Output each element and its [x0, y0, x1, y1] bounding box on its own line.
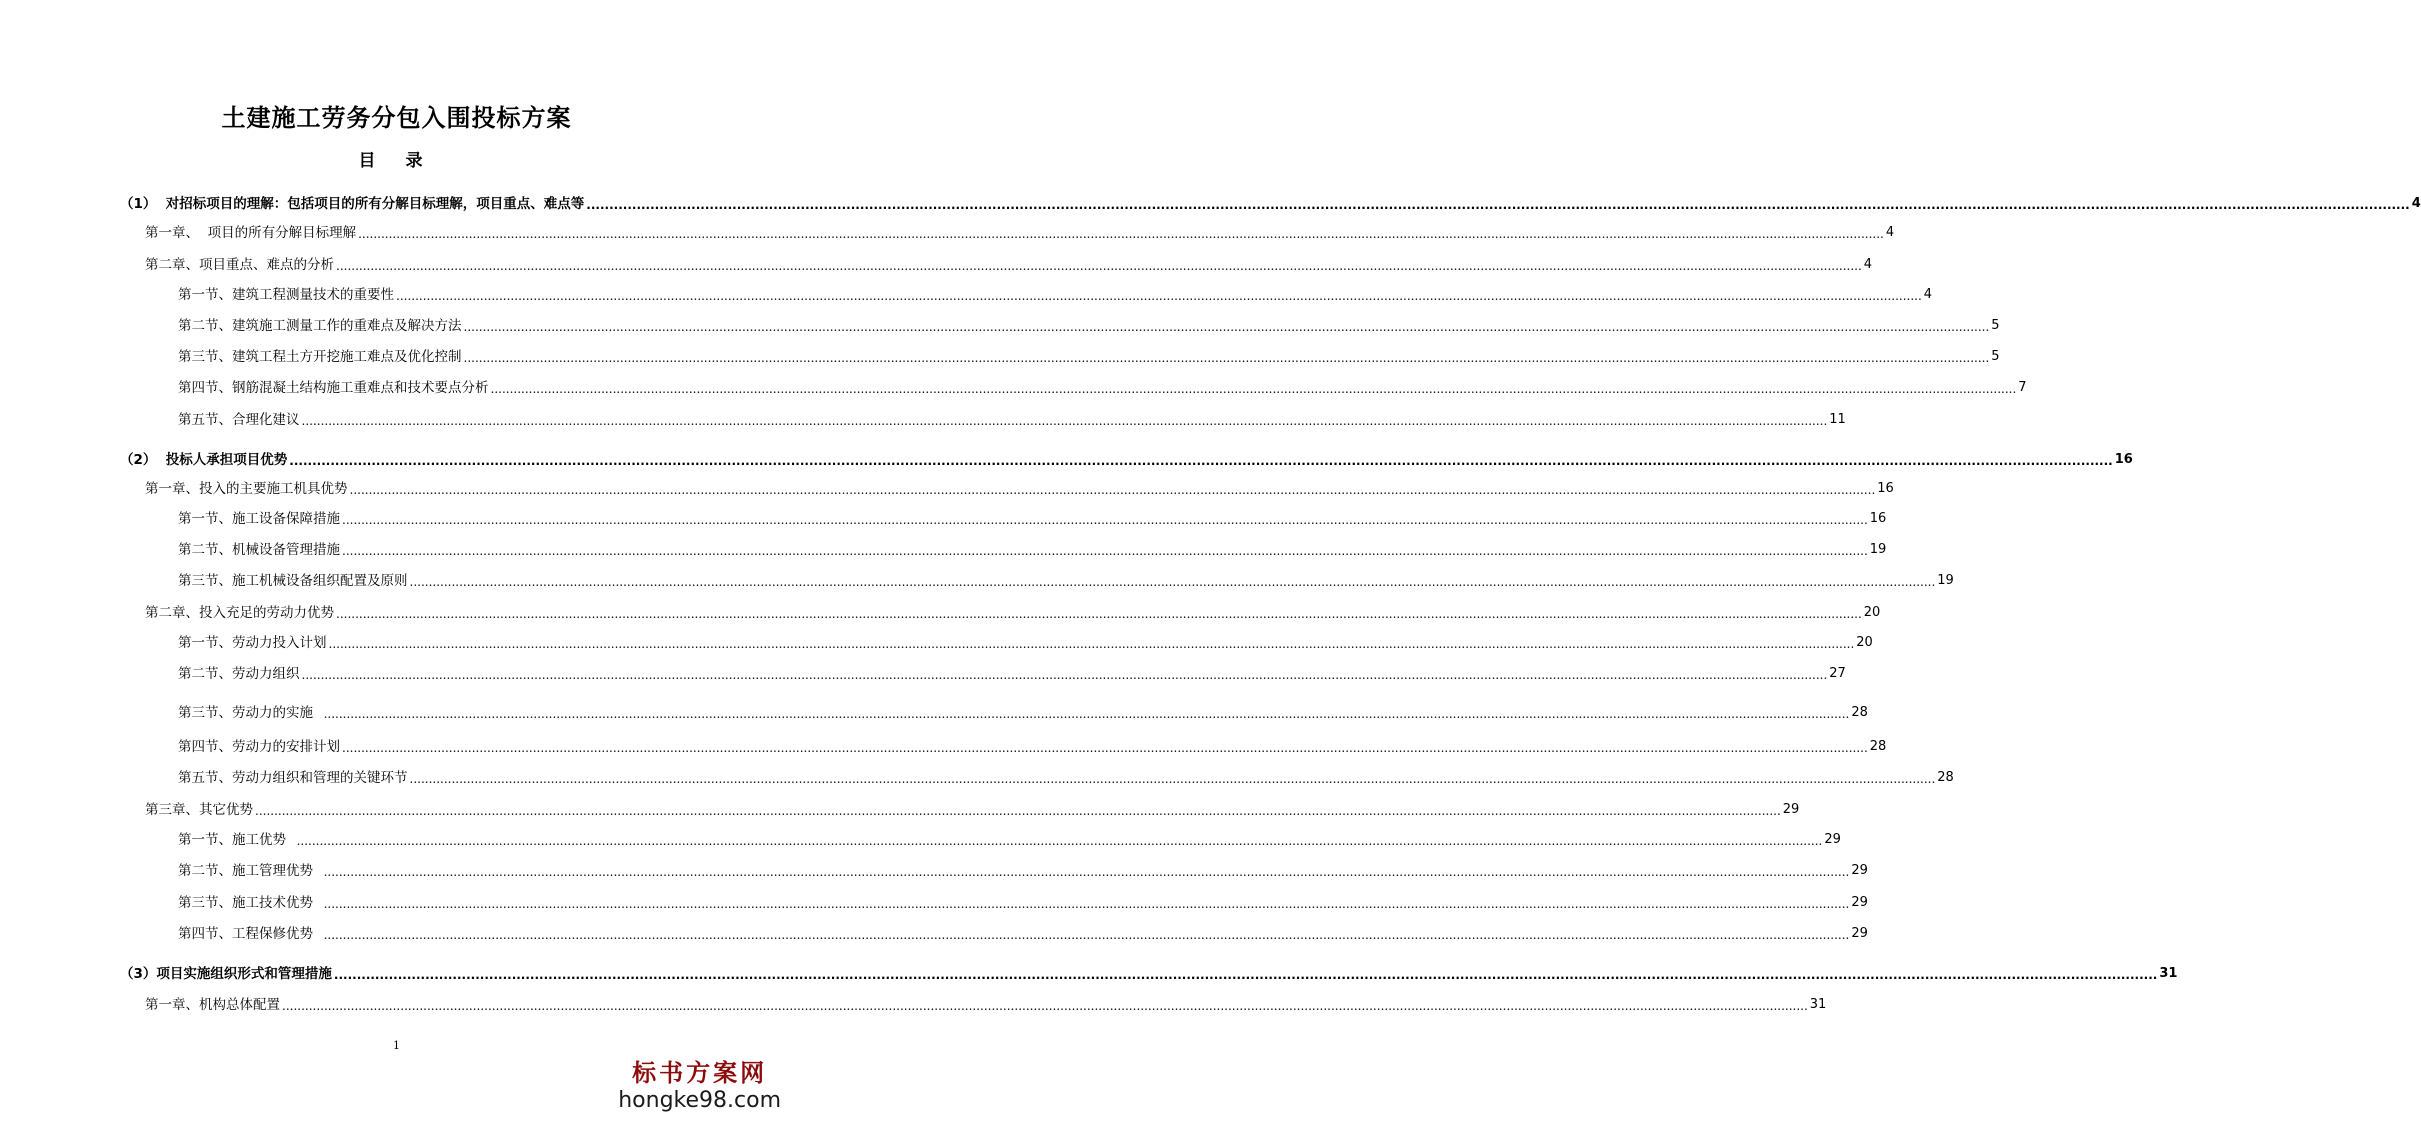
toc-entry[interactable]: [0, 410, 1846, 430]
toc-entry[interactable]: [0, 633, 1873, 653]
toc-dot-leader: ................................................................................................................................................................................................................................................................................................................................................................................................................: [323, 897, 1850, 911]
toc-entry-label: 第二节、建筑施工测量工作的重难点及解决方法: [178, 318, 462, 334]
toc-entry-page-number: 29: [1824, 832, 1841, 847]
toc-entry-label: 第一节、劳动力投入计划: [178, 635, 327, 651]
toc-dot-leader: ................................................................................................................................................................................................................................................................................................................................................................................................................: [296, 834, 1823, 848]
toc-entry-page-number: 31: [1809, 997, 1827, 1012]
toc-entry-label: 第一节、建筑工程测量技术的重要性: [178, 287, 394, 303]
toc-entry[interactable]: [0, 378, 2027, 398]
toc-entry-label: 第三节、建筑工程土方开挖施工难点及优化控制: [178, 349, 462, 365]
toc-entry-label: 第三节、劳动力的实施: [178, 705, 322, 721]
toc-entry-page-number: 31: [2159, 966, 2178, 981]
toc-entry-page-number: 29: [1782, 802, 1800, 817]
toc-dot-leader: ................................................................................................................................................................................................................................................................................................................................................................................................................: [463, 320, 1990, 334]
toc-dot-leader: ................................................................................................................................................................................................................................................................................................................................................................................................................: [333, 968, 2158, 982]
toc-entry[interactable]: [0, 830, 1841, 850]
toc-dot-leader: ................................................................................................................................................................................................................................................................................................................................................................................................................: [282, 999, 1808, 1013]
toc-dot-leader: ................................................................................................................................................................................................................................................................................................................................................................................................................: [342, 544, 1868, 558]
toc-entry-label: 第二节、机械设备管理措施: [178, 542, 340, 558]
toc-entry[interactable]: [0, 223, 1895, 243]
toc-dot-leader: ................................................................................................................................................................................................................................................................................................................................................................................................................: [336, 259, 1862, 273]
toc-entry[interactable]: [0, 768, 1954, 788]
toc-dot-leader: ................................................................................................................................................................................................................................................................................................................................................................................................................: [328, 637, 1855, 651]
toc-entry-label: 第一章、 项目的所有分解目标理解: [145, 225, 357, 241]
toc-entry[interactable]: [0, 995, 1827, 1015]
toc-dot-leader: ................................................................................................................................................................................................................................................................................................................................................................................................................: [323, 707, 1850, 721]
toc-dot-leader: ................................................................................................................................................................................................................................................................................................................................................................................................................: [396, 289, 1922, 303]
toc-entry[interactable]: [0, 316, 2000, 336]
toc-entry[interactable]: [0, 540, 1887, 560]
toc-entry-page-number: 16: [1869, 511, 1887, 526]
toc-dot-leader: ................................................................................................................................................................................................................................................................................................................................................................................................................: [490, 382, 2017, 396]
toc-entry[interactable]: [0, 664, 1846, 684]
toc-entry-label: 第五节、合理化建议: [178, 412, 300, 428]
toc-entry-page-number: 5: [1991, 349, 2000, 364]
toc-dot-leader: ................................................................................................................................................................................................................................................................................................................................................................................................................: [349, 483, 1876, 497]
toc-dot-leader: ................................................................................................................................................................................................................................................................................................................................................................................................................: [336, 607, 1862, 621]
toc-entry-page-number: 20: [1856, 635, 1873, 650]
watermark-url: hongke98.com: [618, 1088, 781, 1113]
toc-entry-page-number: 11: [1829, 412, 1846, 427]
toc-dot-leader: ................................................................................................................................................................................................................................................................................................................................................................................................................: [342, 513, 1868, 527]
toc-entry-page-number: 16: [2114, 452, 2133, 467]
toc-dot-leader: ................................................................................................................................................................................................................................................................................................................................................................................................................: [301, 414, 1828, 428]
toc-dot-leader: ................................................................................................................................................................................................................................................................................................................................................................................................................: [358, 227, 1884, 241]
toc-entry-label: （2） 投标人承担项目优势: [120, 452, 288, 468]
toc-entry-label: 第四节、工程保修优势: [178, 926, 322, 942]
toc-entry[interactable]: [0, 450, 2133, 470]
toc-entry-page-number: 28: [1851, 705, 1868, 720]
toc-entry-page-number: 27: [1829, 666, 1846, 681]
toc-heading: 目 录: [358, 151, 435, 171]
toc-entry-page-number: 4: [1923, 287, 1933, 302]
toc-entry-page-number: 16: [1877, 481, 1894, 496]
toc-entry[interactable]: [0, 703, 1868, 723]
toc-dot-leader: ................................................................................................................................................................................................................................................................................................................................................................................................................: [301, 668, 1828, 682]
toc-entry-page-number: 28: [1869, 739, 1887, 754]
toc-entry-page-number: 4: [1885, 225, 1895, 240]
toc-entry[interactable]: [0, 194, 2421, 214]
toc-entry-label: 第四节、钢筋混凝土结构施工重难点和技术要点分析: [178, 380, 489, 396]
toc-entry-label: 第一节、施工设备保障措施: [178, 511, 340, 527]
toc-entry-page-number: 29: [1851, 863, 1868, 878]
toc-entry-label: 第三节、施工技术优势: [178, 895, 322, 911]
toc-entry-page-number: 19: [1869, 542, 1887, 557]
toc-dot-leader: ................................................................................................................................................................................................................................................................................................................................................................................................................: [255, 804, 1781, 818]
toc-dot-leader: ................................................................................................................................................................................................................................................................................................................................................................................................................: [323, 928, 1850, 942]
toc-entry-label: 第五节、劳动力组织和管理的关键环节: [178, 770, 408, 786]
document-title: 土建施工劳务分包入围投标方案: [221, 104, 572, 132]
toc-entry-page-number: 4: [2411, 196, 2421, 211]
toc-entry-label: 第二章、项目重点、难点的分析: [145, 257, 334, 273]
toc-entry-label: 第一章、投入的主要施工机具优势: [145, 481, 348, 497]
toc-entry[interactable]: [0, 571, 1954, 591]
toc-dot-leader: ................................................................................................................................................................................................................................................................................................................................................................................................................: [409, 575, 1936, 589]
toc-entry[interactable]: [0, 603, 1881, 623]
page-number: 1: [393, 1039, 400, 1052]
toc-entry-page-number: 29: [1851, 895, 1868, 910]
toc-entry-page-number: 29: [1851, 926, 1868, 941]
watermark-logo: [618, 1058, 781, 1114]
watermark-chinese: 标书方案网: [632, 1058, 768, 1087]
toc-dot-leader: ................................................................................................................................................................................................................................................................................................................................................................................................................: [409, 772, 1936, 786]
toc-entry-page-number: 7: [2018, 380, 2027, 395]
toc-entry-page-number: 28: [1937, 770, 1954, 785]
toc-entry[interactable]: [0, 737, 1887, 757]
toc-entry[interactable]: [0, 964, 2178, 984]
toc-entry-label: 第二节、劳动力组织: [178, 666, 300, 682]
toc-dot-leader: ................................................................................................................................................................................................................................................................................................................................................................................................................: [289, 454, 2113, 468]
toc-entry-label: 第一章、机构总体配置: [145, 997, 280, 1013]
toc-entry[interactable]: [0, 479, 1894, 499]
toc-entry-page-number: 19: [1937, 573, 1954, 588]
toc-entry-label: 第三章、其它优势: [145, 802, 253, 818]
toc-entry[interactable]: [0, 285, 1933, 305]
toc-entry[interactable]: [0, 255, 1873, 275]
toc-entry-label: （3）项目实施组织形式和管理措施: [120, 966, 332, 982]
toc-dot-leader: ................................................................................................................................................................................................................................................................................................................................................................................................................: [463, 351, 1990, 365]
toc-entry[interactable]: [0, 861, 1868, 881]
toc-entry-label: （1） 对招标项目的理解：包括项目的所有分解目标理解，项目重点、难点等: [120, 196, 585, 212]
toc-entry[interactable]: [0, 347, 2000, 367]
toc-entry-label: 第三节、施工机械设备组织配置及原则: [178, 573, 408, 589]
toc-dot-leader: ................................................................................................................................................................................................................................................................................................................................................................................................................: [586, 198, 2410, 212]
toc-entry-label: 第一节、施工优势: [178, 832, 295, 848]
toc-entry[interactable]: [0, 509, 1887, 529]
toc-entry-label: 第四节、劳动力的安排计划: [178, 739, 340, 755]
toc-dot-leader: ................................................................................................................................................................................................................................................................................................................................................................................................................: [342, 741, 1868, 755]
toc-entry[interactable]: [0, 924, 1868, 944]
toc-entry[interactable]: [0, 893, 1868, 913]
toc-entry-page-number: 5: [1991, 318, 2000, 333]
toc-dot-leader: ................................................................................................................................................................................................................................................................................................................................................................................................................: [323, 865, 1850, 879]
toc-entry-page-number: 20: [1863, 605, 1881, 620]
toc-entry-page-number: 4: [1863, 257, 1873, 272]
toc-entry-label: 第二章、投入充足的劳动力优势: [145, 605, 334, 621]
toc-entry-label: 第二节、施工管理优势: [178, 863, 322, 879]
toc-entry[interactable]: [0, 800, 1800, 820]
